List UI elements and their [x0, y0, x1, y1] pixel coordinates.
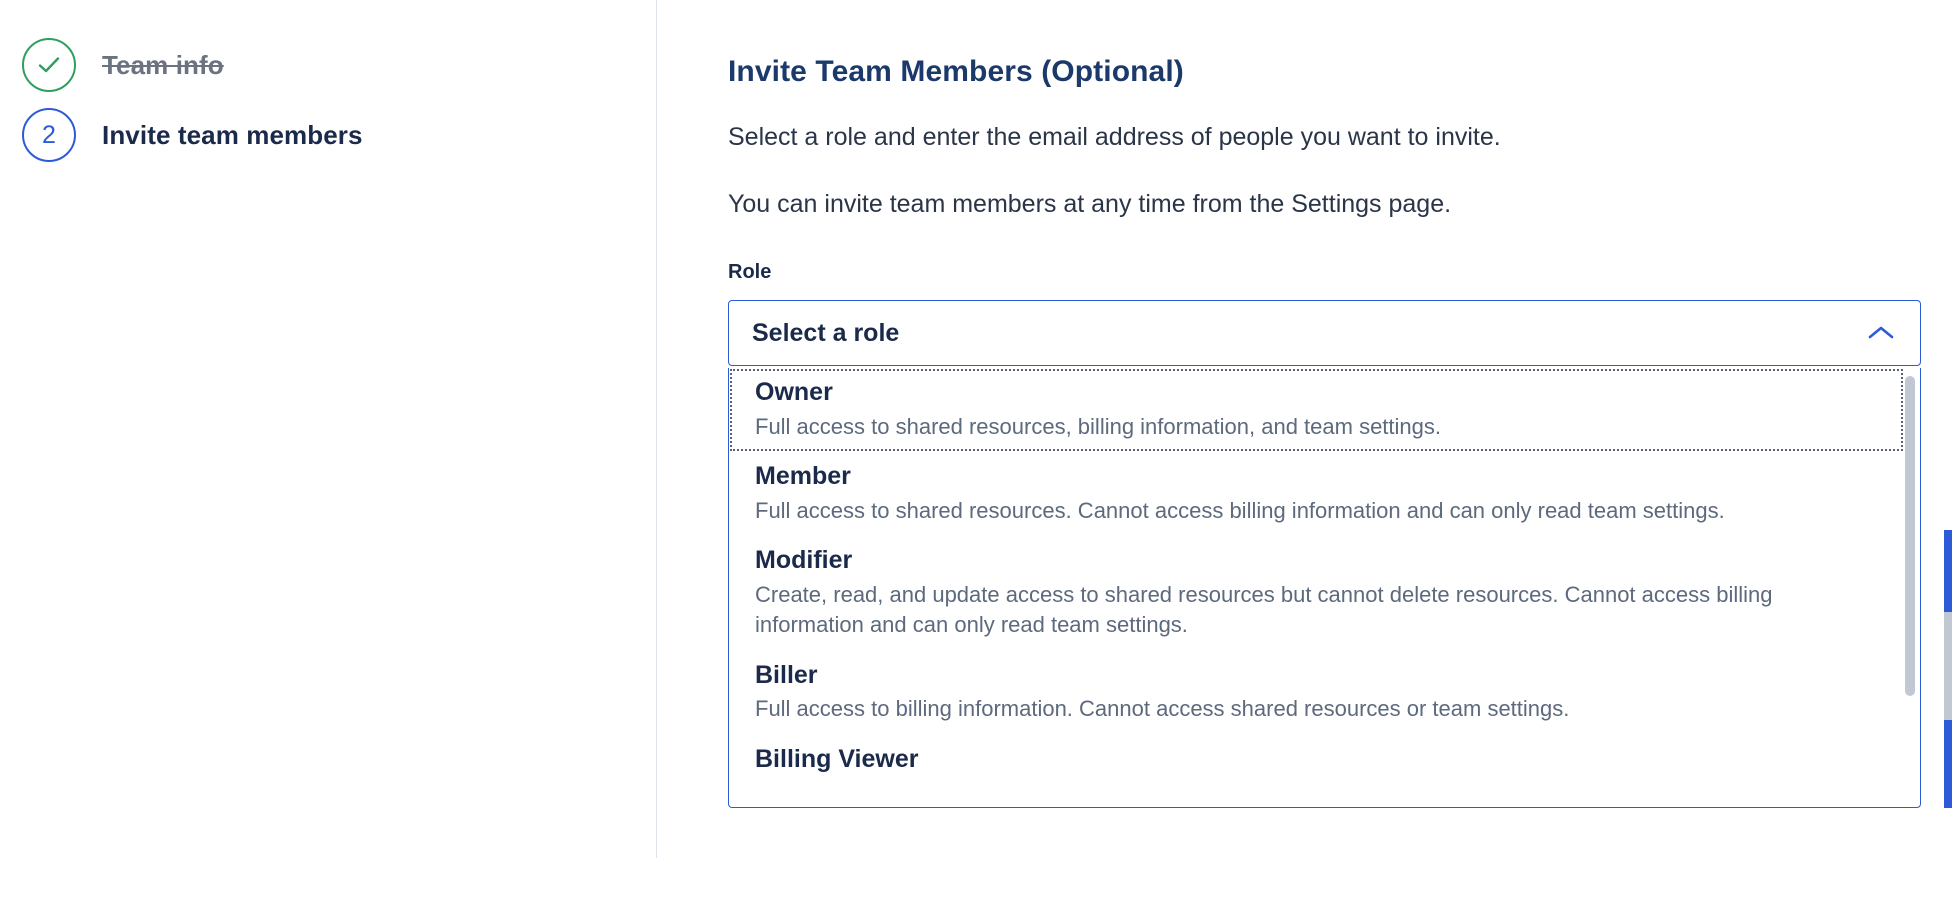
- role-option-modifier[interactable]: [729, 536, 1904, 650]
- intro-paragraph-1: Select a role and enter the email address of people you want to invite.: [728, 123, 1501, 151]
- role-option-description: Full access to billing information. Cannot access shared resources or team settings.: [755, 696, 1570, 722]
- role-select-value: Select a role: [752, 318, 900, 347]
- role-option-name: Member: [755, 462, 851, 491]
- main-content: [657, 0, 1952, 902]
- role-dropdown-list[interactable]: [728, 368, 1921, 808]
- sidebar-item-label-team-info: Team info: [102, 49, 224, 80]
- role-option-description: Full access to shared resources. Cannot access billing information and can only read team settings.: [755, 497, 1725, 523]
- check-icon: [35, 51, 63, 79]
- role-option-member[interactable]: [729, 452, 1904, 536]
- role-option-name: Billing Viewer: [755, 744, 919, 773]
- dropdown-scrollbar-thumb[interactable]: [1905, 376, 1915, 696]
- role-option-name: Modifier: [755, 546, 853, 575]
- dropdown-scrollbar[interactable]: [1905, 376, 1915, 800]
- sidebar-item-invite-team-members[interactable]: [0, 100, 656, 170]
- onboarding-stepper: [0, 0, 657, 858]
- role-option-owner[interactable]: [729, 368, 1904, 452]
- offscreen-panel-edge-top: [1944, 530, 1952, 612]
- chevron-up-icon[interactable]: [1866, 318, 1896, 348]
- page-scrollbar-thumb[interactable]: [1944, 612, 1952, 720]
- role-select[interactable]: [728, 300, 1921, 366]
- role-option-name: Biller: [755, 660, 818, 689]
- role-option-description: Create, read, and update access to shared resources but cannot delete resources. Cannot access billing information and can only read team settings.: [755, 581, 1773, 638]
- intro-paragraph-2: You can invite team members at any time from the Settings page.: [728, 190, 1452, 218]
- step-1-status-circle: [22, 38, 76, 92]
- role-option-description: Full access to shared resources, billing information, and team settings.: [755, 413, 1441, 439]
- role-field-label: Role: [728, 261, 772, 283]
- step-2-status-circle: [22, 108, 76, 162]
- sidebar-item-team-info[interactable]: [0, 30, 656, 100]
- role-option-billing-viewer[interactable]: [729, 735, 1904, 787]
- page-title: Invite Team Members (Optional): [728, 55, 1184, 88]
- offscreen-panel-edge-bottom: [1944, 720, 1952, 808]
- role-dropdown-scroll-area: [729, 368, 1904, 807]
- step-number: 2: [42, 120, 56, 149]
- role-option-biller[interactable]: [729, 651, 1904, 735]
- role-option-name: Owner: [755, 378, 833, 406]
- sidebar-item-label-invite-team-members: Invite team members: [102, 119, 363, 150]
- role-select-wrapper: [728, 300, 1921, 773]
